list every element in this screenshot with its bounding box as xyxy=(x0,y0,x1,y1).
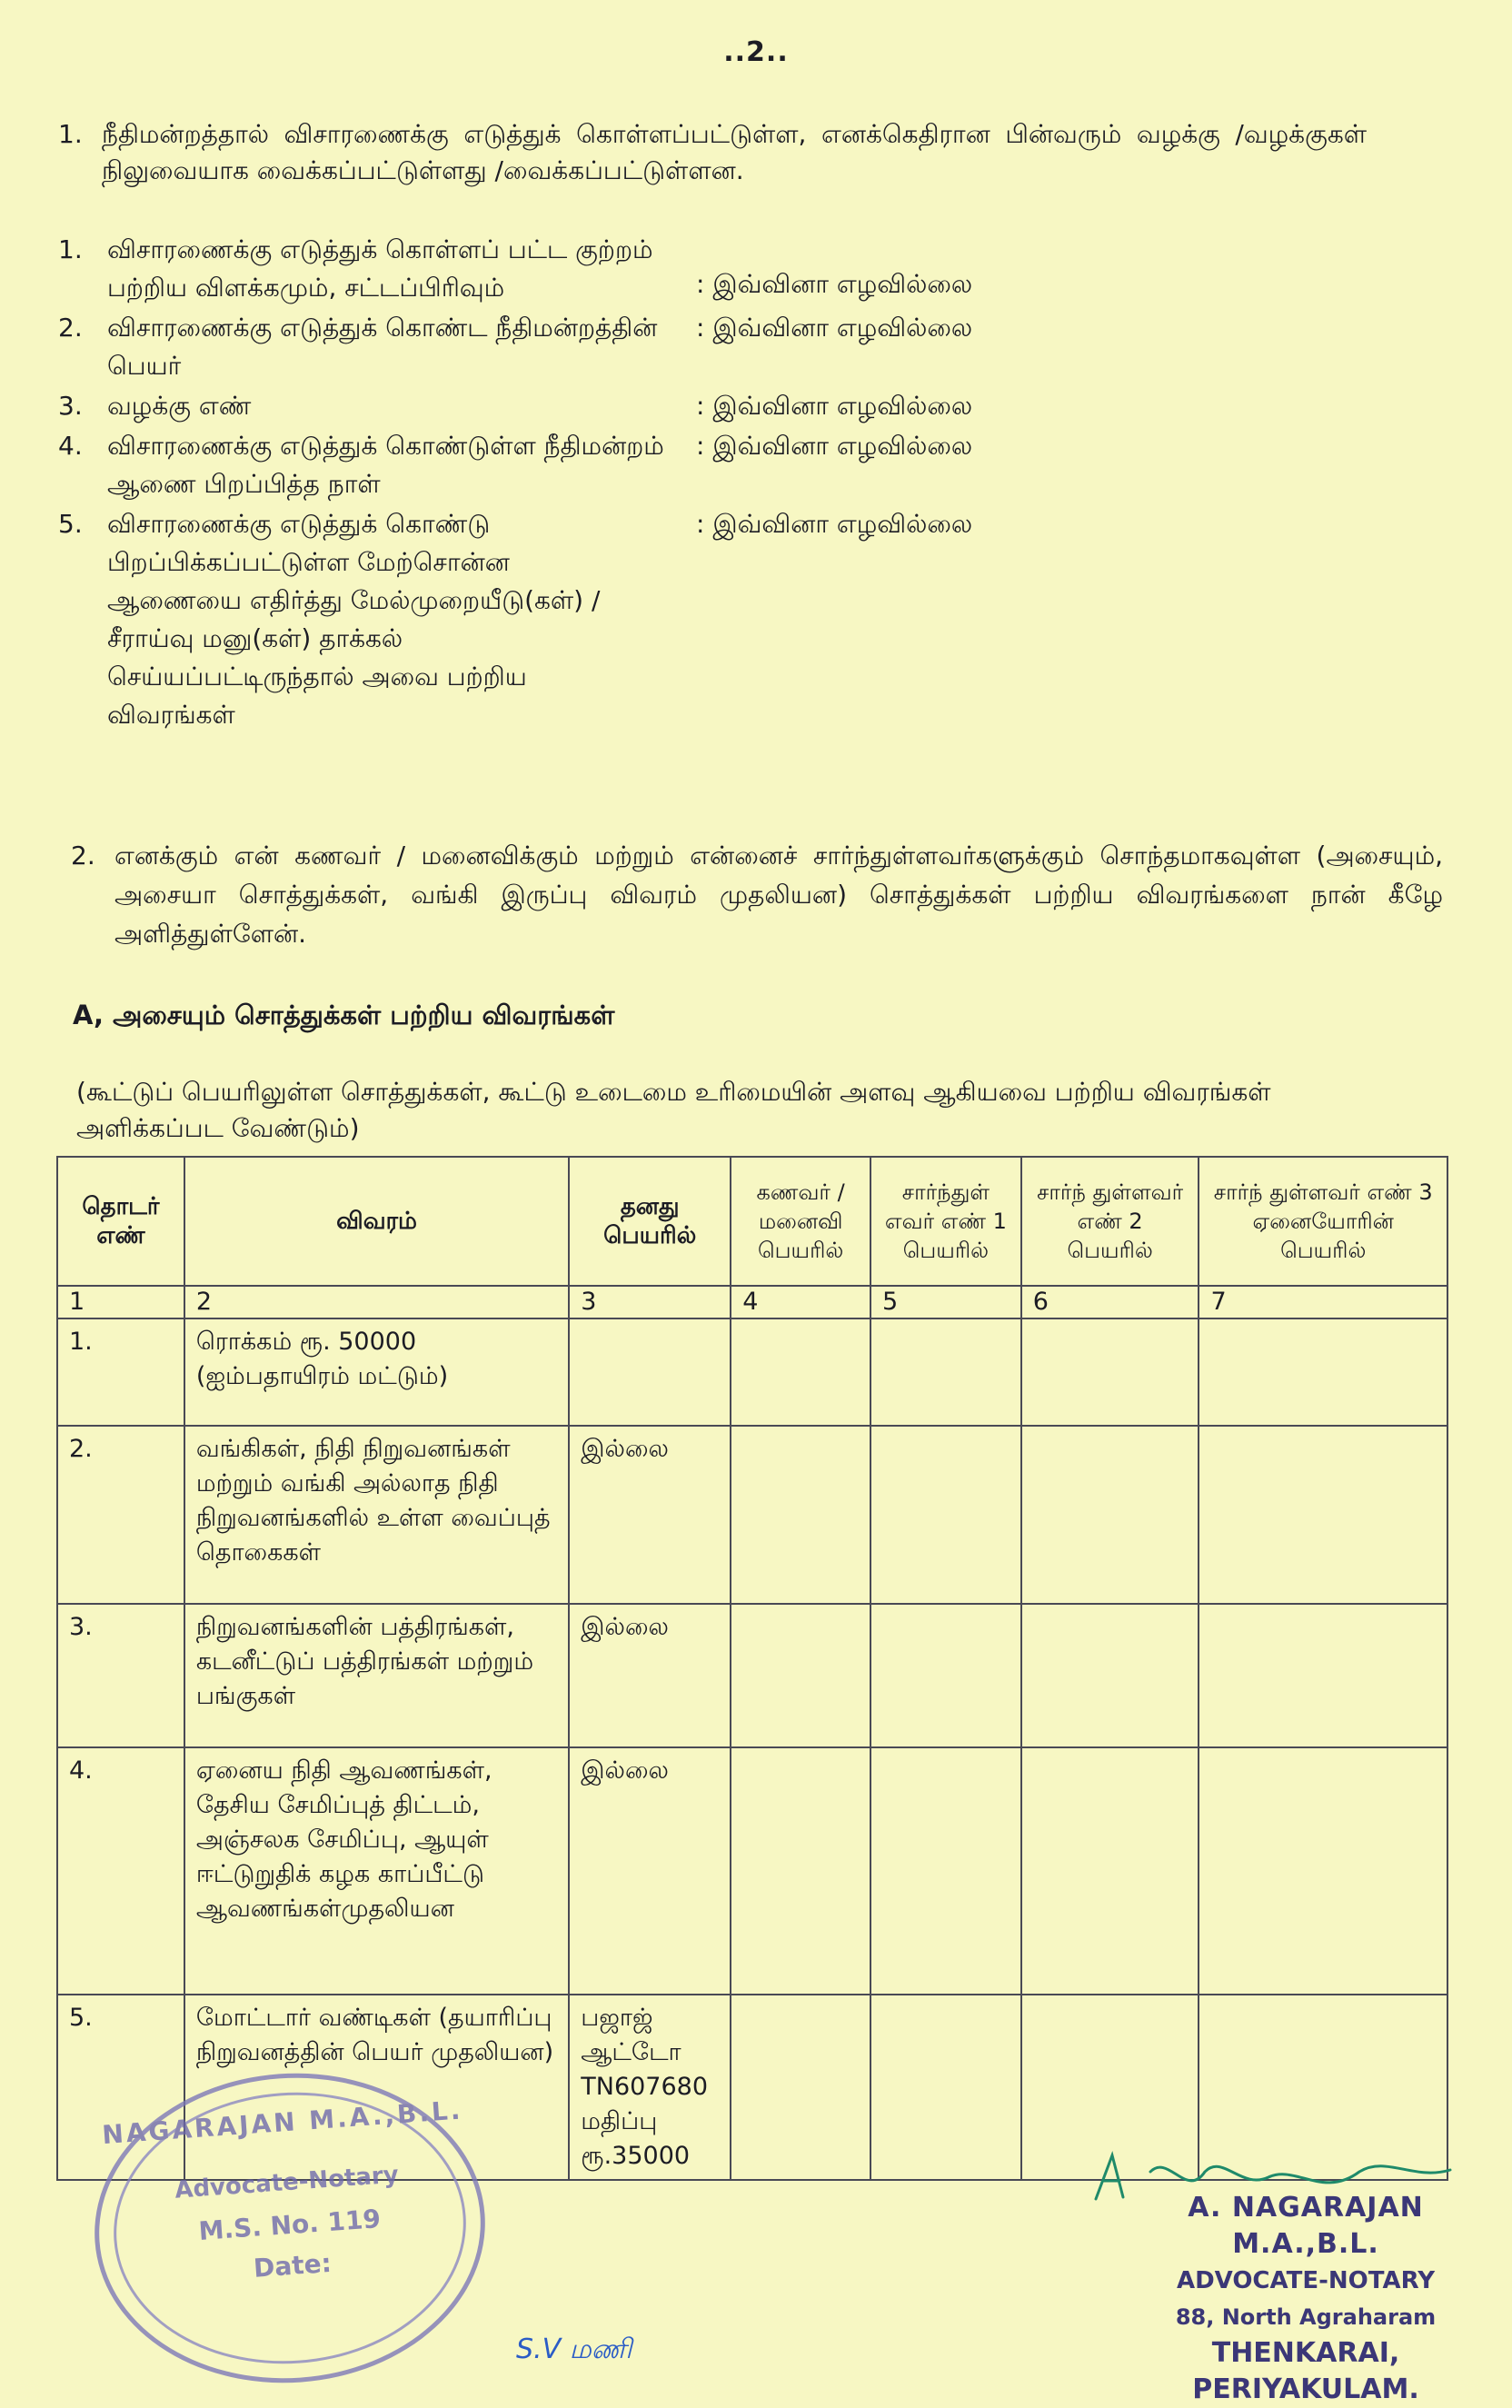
dependent-3-cell xyxy=(1199,1426,1447,1604)
index-cell: 7 xyxy=(1199,1286,1447,1318)
question-text: விசாரணைக்கு எடுத்துக் கொள்ளப் பட்ட குற்றம் பற்றிய விளக்கமும், சட்டப்பிரிவும் xyxy=(107,234,653,303)
intro-paragraph xyxy=(58,116,1367,198)
assets-intro-paragraph xyxy=(71,836,1443,953)
question-answer: : இவ்வினா எழவில்லை xyxy=(696,313,973,343)
header-serial-no: தொடர் எண் xyxy=(57,1157,184,1286)
seal-name: NAGARAJAN M.A.,B.L. xyxy=(101,2095,464,2151)
description-cell: வங்கிகள், நிதி நிறுவனங்கள் மற்றும் வங்கி அல்லாத நிதி நிறுவனங்களில் உள்ள வைப்புத் தொகைகள் xyxy=(184,1426,569,1604)
self-cell: இல்லை xyxy=(569,1747,731,1995)
dependent-2-cell xyxy=(1021,1604,1199,1747)
question-answer: : இவ்வினா எழவில்லை xyxy=(696,269,973,299)
deponent-signature: S.V மணி xyxy=(516,2333,632,2365)
section-heading: A, அசையும் சொத்துக்கள் பற்றிய விவரங்கள் xyxy=(73,1000,615,1030)
assets-intro-number: 2. xyxy=(71,841,95,871)
description-cell: மோட்டார் வண்டிகள் (தயாரிப்பு நிறுவனத்தின் பெயர் முதலியன) xyxy=(184,1995,569,2180)
spouse-cell xyxy=(731,1604,870,1747)
index-cell: 4 xyxy=(731,1286,870,1318)
stamp-title: ADVOCATE-NOTARY xyxy=(1176,2267,1436,2294)
header-self: தனது பெயரில் xyxy=(569,1157,731,1286)
dependent-1-cell xyxy=(870,1426,1021,1604)
question-answer: : இவ்வினா எழவில்லை xyxy=(696,509,973,539)
question-text: விசாரணைக்கு எடுத்துக் கொண்டு பிறப்பிக்கப்பட்டுள்ள மேற்சொன்ன ஆணையை எதிர்த்து மேல்முறையீடு(கள்) /சீராய்வு மனு(கள்) தாக்கல் செய்யப்பட்டிருந்தால் அவை பற்றிய விவரங்கள் xyxy=(107,509,601,730)
intro-text: நீதிமன்றத்தால் விசாரணைக்கு எடுத்துக் கொள்ளப்பட்டுள்ள, எனக்கெதிரான பின்வரும் வழக்கு /வழக்குகள் நிலுவையாக வைக்கப்பட்டுள்ளது /வைக்கப்பட்டுள்ளன. xyxy=(102,119,1367,185)
question-text: வழக்கு எண் xyxy=(107,391,252,421)
table-header-row xyxy=(57,1157,1447,1286)
dependent-1-cell xyxy=(870,1604,1021,1747)
header-dependent-3: சார்ந் துள்ளவர் எண் 3 ஏனையோரின் பெயரில் xyxy=(1199,1157,1447,1286)
question-row xyxy=(58,387,1239,425)
serial-cell: 3. xyxy=(57,1604,184,1747)
dependent-3-cell xyxy=(1199,1747,1447,1995)
case-questions-list xyxy=(58,231,1239,736)
question-row xyxy=(58,505,1239,734)
question-row xyxy=(58,427,1239,503)
self-cell: பஜாஜ் ஆட்டோ TN607680 மதிப்பு ரூ.35000 xyxy=(569,1995,731,2180)
dependent-1-cell xyxy=(870,1995,1021,2180)
stamp-address: 88, North Agraharam xyxy=(1175,2304,1437,2330)
stamp-town: THENKARAI, PERIYAKULAM. xyxy=(1192,2337,1419,2405)
question-text: விசாரணைக்கு எடுத்துக் கொண்டுள்ள நீதிமன்றம் ஆணை பிறப்பித்த நாள் xyxy=(107,431,664,499)
intro-number: 1. xyxy=(58,119,83,149)
question-number: 4. xyxy=(58,431,83,461)
table-row xyxy=(57,1318,1447,1426)
question-row xyxy=(58,309,1239,385)
index-cell: 5 xyxy=(870,1286,1021,1318)
self-cell: இல்லை xyxy=(569,1604,731,1747)
self-cell: இல்லை xyxy=(569,1426,731,1604)
serial-cell: 5. xyxy=(57,1995,184,2180)
assets-intro-text: எனக்கும் என் கணவர் / மனைவிக்கும் மற்றும் என்னைச் சார்ந்துள்ளவர்களுக்கும் சொந்தமாகவுள்ள (அசையும், அசையா சொத்துக்கள், வங்கி இருப்பு விவரம் முதலியன) சொத்துக்கள் பற்றிய விவரங்களை நான் கீழே அளித்துள்ளேன். xyxy=(114,841,1443,949)
question-number: 1. xyxy=(58,234,83,264)
serial-cell: 1. xyxy=(57,1318,184,1426)
dependent-2-cell xyxy=(1021,1747,1199,1995)
seal-reg-no: M.S. No. 119 xyxy=(197,2204,382,2246)
description-cell: நிறுவனங்களின் பத்திரங்கள், கடனீட்டுப் பத்திரங்கள் மற்றும் பங்குகள் xyxy=(184,1604,569,1747)
description-cell: ஏனைய நிதி ஆவணங்கள், தேசிய சேமிப்புத் திட்டம், அஞ்சலக சேமிப்பு, ஆயுள் ஈட்டுறுதிக் கழக காப்பீட்டு ஆவணங்கள்முதலியன xyxy=(184,1747,569,1995)
index-cell: 3 xyxy=(569,1286,731,1318)
joint-ownership-note: (கூட்டுப் பெயரிலுள்ள சொத்துக்கள், கூட்டு உடைமை உரிமையின் அளவு ஆகியவை பற்றிய விவரங்கள் அளிக்கப்பட வேண்டும்) xyxy=(76,1077,1271,1143)
advocate-stamp xyxy=(1110,2190,1501,2408)
dependent-3-cell xyxy=(1199,1604,1447,1747)
table-row xyxy=(57,1747,1447,1995)
movable-assets-table xyxy=(56,1156,1448,2181)
spouse-cell xyxy=(731,1995,870,2180)
serial-cell: 4. xyxy=(57,1747,184,1995)
header-dependent-1: சார்ந்துள் எவர் எண் 1 பெயரில் xyxy=(870,1157,1021,1286)
question-number: 5. xyxy=(58,509,83,539)
dependent-1-cell xyxy=(870,1318,1021,1426)
header-spouse: கணவர் /மனைவி பெயரில் xyxy=(731,1157,870,1286)
stamp-name: A. NAGARAJAN M.A.,B.L. xyxy=(1188,2192,1424,2260)
index-cell: 6 xyxy=(1021,1286,1199,1318)
header-dependent-2: சார்ந் துள்ளவர் எண் 2 பெயரில் xyxy=(1021,1157,1199,1286)
header-description: விவரம் xyxy=(184,1157,569,1286)
dependent-2-cell xyxy=(1021,1426,1199,1604)
question-number: 2. xyxy=(58,313,83,343)
serial-cell: 2. xyxy=(57,1426,184,1604)
question-number: 3. xyxy=(58,391,83,421)
table-row xyxy=(57,1426,1447,1604)
dependent-2-cell xyxy=(1021,1318,1199,1426)
table-row xyxy=(57,1604,1447,1747)
index-cell: 2 xyxy=(184,1286,569,1318)
seal-date: Date: xyxy=(252,2247,333,2284)
spouse-cell xyxy=(731,1747,870,1995)
dependent-1-cell xyxy=(870,1747,1021,1995)
question-answer: : இவ்வினா எழவில்லை xyxy=(696,431,973,461)
question-row xyxy=(58,231,1239,307)
description-cell: ரொக்கம் ரூ. 50000 (ஐம்பதாயிரம் மட்டும்) xyxy=(184,1318,569,1426)
dependent-3-cell xyxy=(1199,1318,1447,1426)
table-index-row xyxy=(57,1286,1447,1318)
question-text: விசாரணைக்கு எடுத்துக் கொண்ட நீதிமன்றத்தின் பெயர் xyxy=(107,313,658,381)
spouse-cell xyxy=(731,1318,870,1426)
question-answer: : இவ்வினா எழவில்லை xyxy=(696,391,973,421)
seal-title: Advocate-Notary xyxy=(174,2161,400,2204)
self-cell xyxy=(569,1318,731,1426)
spouse-cell xyxy=(731,1426,870,1604)
page-number: ..2.. xyxy=(723,36,789,68)
index-cell: 1 xyxy=(57,1286,184,1318)
